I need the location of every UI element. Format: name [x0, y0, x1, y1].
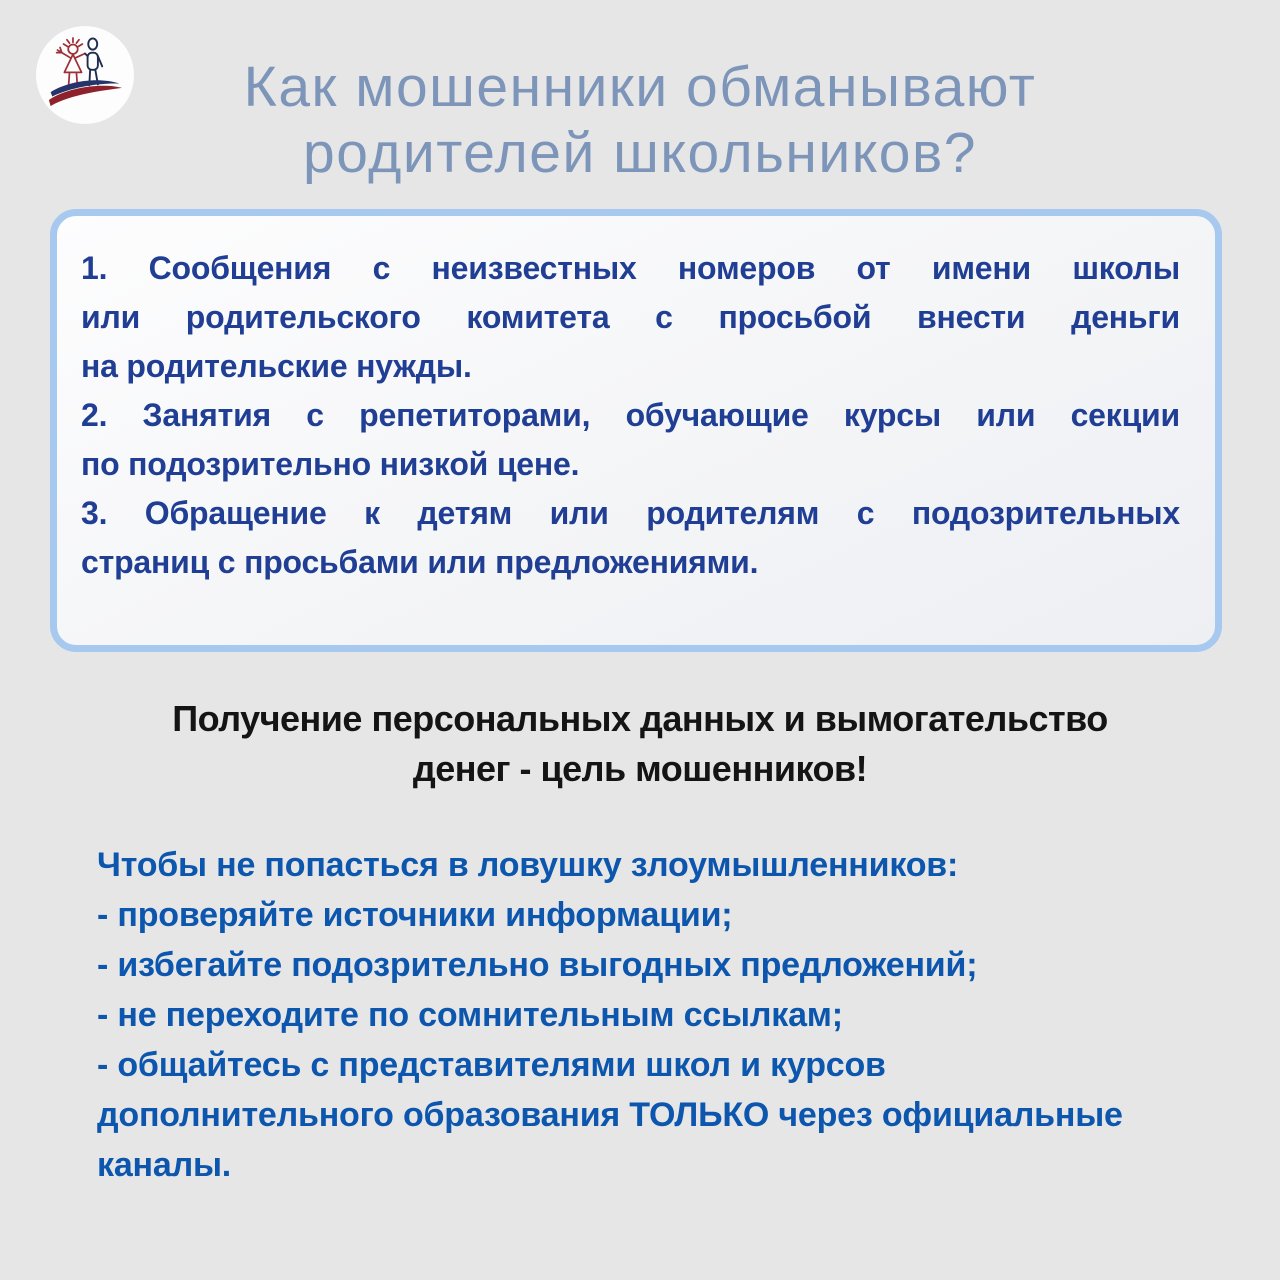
- advice-line: Чтобы не попасться в ловушку злоумышленников:: [97, 846, 959, 884]
- page-title-line: родителей школьников?: [303, 121, 977, 185]
- page-title: [0, 54, 1280, 186]
- page-title-line: Как мошенники обманывают: [243, 55, 1037, 119]
- goal-statement-line: денег - цель мошенников!: [412, 748, 868, 789]
- scam-method-line: 3. Обращение к детям или родителям с подозрительных: [81, 495, 1180, 531]
- scam-method-line: страниц с просьбами или предложениями.: [81, 544, 759, 580]
- advice-line: - общайтесь с представителями школ и курсов: [97, 1046, 886, 1084]
- advice-line: каналы.: [97, 1146, 232, 1184]
- scam-method-line: по подозрительно низкой цене.: [81, 446, 580, 482]
- advice-line: - проверяйте источники информации;: [97, 896, 733, 934]
- advice-list: [97, 840, 1240, 1190]
- advice-line: - не переходите по сомнительным ссылкам;: [97, 996, 843, 1034]
- scam-method-line: или родительского комитета с просьбой внести деньги: [81, 299, 1180, 335]
- scam-method-line: 1. Сообщения с неизвестных номеров от имени школы: [81, 250, 1180, 286]
- advice-line: - избегайте подозрительно выгодных предложений;: [97, 946, 978, 984]
- scam-method-line: на родительские нужды.: [81, 348, 472, 384]
- goal-statement: [0, 694, 1280, 794]
- scam-methods-box: [50, 209, 1222, 652]
- scam-method-line: 2. Занятия с репетиторами, обучающие курсы или секции: [81, 397, 1180, 433]
- goal-statement-line: Получение персональных данных и вымогательство: [172, 698, 1108, 739]
- advice-line: дополнительного образования ТОЛЬКО через официальные: [97, 1096, 1123, 1134]
